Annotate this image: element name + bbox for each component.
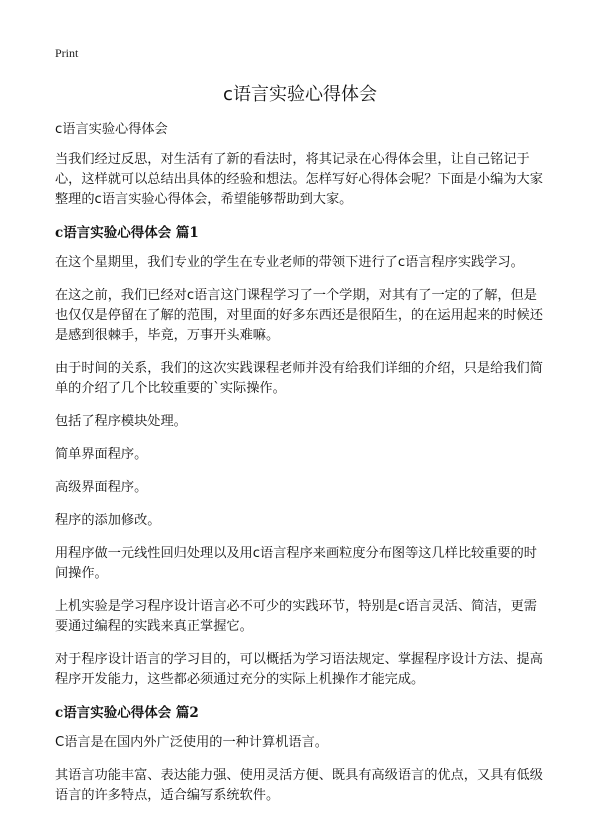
section1-paragraph: 简单界面程序。 [55,447,148,462]
section1-paragraph: 在这之前，我们已经对c语言这门课程学习了一个学期，对其有了一定的了解，但是也仅仅是停留在了解的范围，对里面的好多东西还是很陌生，的在运用起来的时候还是感到很棘手，毕竟，万事开头难嘛。 [55,288,543,343]
section1-paragraph: 高级界面程序。 [55,480,148,495]
section1-paragraph: 程序的添加修改。 [55,513,161,528]
section1-paragraph: 在这个星期里，我们专业的学生在专业老师的带领下进行了c语言程序实践学习。 [55,255,524,270]
section1-paragraph: 对于程序设计语言的学习目的，可以概括为学习语法规定、掌握程序设计方法、提高程序开发能力，这些都必须通过充分的实际上机操作才能完成。 [55,652,543,687]
section2-paragraph: C语言是在国内外广泛使用的一种计算机语言。 [55,735,328,750]
page-title: c语言实验心得体会 [223,84,377,105]
intro-paragraph: 当我们经过反思，对生活有了新的看法时，将其记录在心得体会里，让自己铭记于心，这样就可以总结出具体的经验和想法。怎样写好心得体会呢？下面是小编为大家整理的c语言实验心得体会，希望能够帮助到大家。 [55,152,543,207]
section1-paragraph: 上机实验是学习程序设计语言必不可少的实践环节，特别是c语言灵活、简洁，更需要通过编程的实践来真正掌握它。 [55,599,537,634]
section2-paragraph: 其语言功能丰富、表达能力强、使用灵活方便、既具有高级语言的优点，又具有低级语言的许多特点，适合编写系统软件。 [55,768,543,803]
print-link[interactable]: Print [55,46,79,60]
document-body [55,120,547,819]
section1-paragraph: 包括了程序模块处理。 [55,414,187,429]
section1-paragraph: 用程序做一元线性回归处理以及用c语言程序来画粒度分布图等这几样比较重要的时间操作。 [55,546,537,581]
document-subtitle: c语言实验心得体会 [55,122,168,137]
section-heading-1: c语言实验心得体会 篇1 [55,225,199,241]
section1-paragraph: 由于时间的关系，我们的这次实践课程老师并没有给我们详细的介绍，只是给我们简单的介绍了几个比较重要的`实际操作。 [55,361,543,396]
section-heading-2: c语言实验心得体会 篇2 [55,705,199,721]
